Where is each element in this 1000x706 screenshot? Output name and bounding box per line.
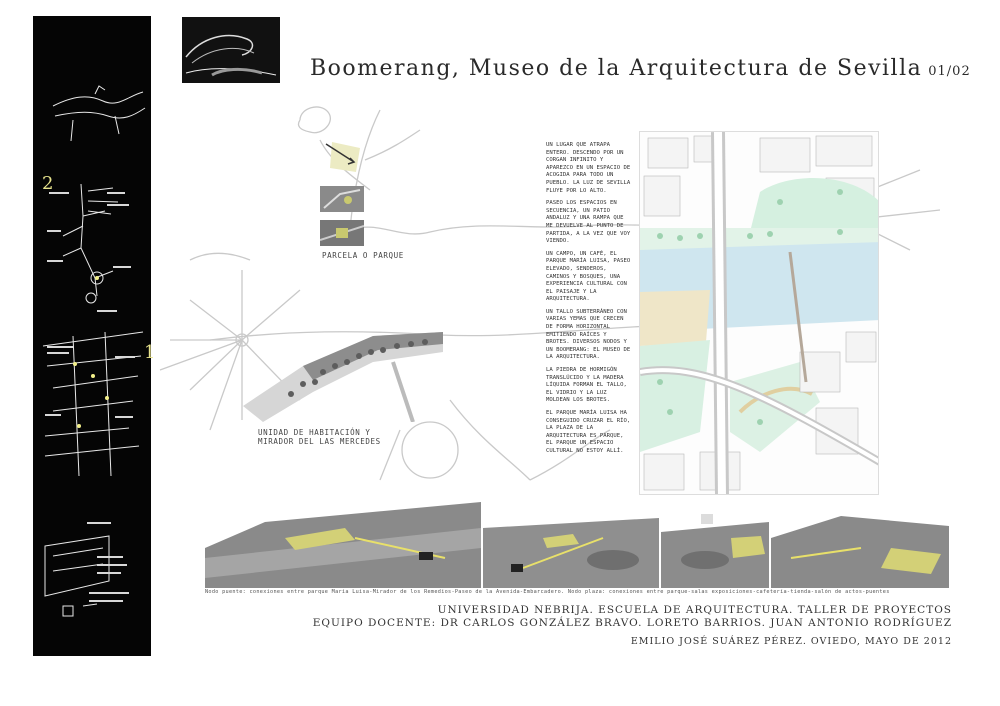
unit-label: UNIDAD DE HABITACIÓN Y MIRADOR DEL LAS MERCEDES [258,428,381,446]
sketches [33,16,151,656]
perspective-render-3 [661,498,769,588]
site-photo-1 [320,186,364,212]
section-number-1: 1 [144,342,156,363]
perspective-render-1 [205,498,481,588]
section-number-2: 2 [42,173,54,194]
author-credit: EMILIO JOSÉ SUÁREZ PÉREZ. OVIEDO, MAYO DE 2012 [630,636,952,647]
description-paragraph: UN LUGAR QUE ATRAPA ENTERO. DESCENDO POR UN CORGAN INFINITO Y APAREZCO EN UN ESPACIO DE ACOGIDA PARA TODO UN PUEBLO. LA LUZ DE SEVILLA FLUYE POR LO ALTO. [546,142,631,194]
description-paragraph: LA PIEDRA DE HORMIGÓN TRANSLÚCIDO Y LA MADERA LÍQUIDA FORMAN EL TALLO, EL VIDRIO Y LA LUZ MOLDEAN LOS BROTES. [546,367,627,404]
concept-sketch-thumbnail [182,17,280,83]
sheet-number: 01/02 [928,64,971,79]
project-description [546,142,632,461]
site-photo-2 [320,220,364,246]
render-caption: Nodo puente: conexiones entre parque María Luisa-Mirador de los Remedios-Paseo de la Avenida-Embarcadero. Nodo plaza: conexiones entre parque-salas exposiciones-cafetería-tienda-salón de actos-puentes [205,589,890,595]
description-paragraph: EL PARQUE MARÍA LUISA HA CONSEGUIDO CRUZAR EL RÍO, LA PLAZA DE LA ARQUITECTURA ES PARQUE, EL PARQUE UN ESPACIO CULTURAL NO ESTOY ALLÍ. [546,410,631,454]
perspective-render-2 [483,498,659,588]
description-paragraph: PASEO LOS ESPACIOS EN SECUENCIA, UN PATIO ANDALUZ Y UNA RAMPA QUE ME DEVUELVE AL PUNTO DE PARTIDA, A LA VEZ QUE VOY VIENDO. [546,200,631,245]
aerial-perspective-drawing [243,332,443,422]
parcel-label: PARCELA O PARQUE [322,251,404,260]
site-plan-map [639,131,879,495]
site-thumbnails [320,138,366,254]
title-text: Boomerang, Museo de la Arquitectura de Sevilla [310,56,923,81]
perspective-render-4 [771,498,949,588]
description-paragraph: UN CAMPO, UN CAFÉ, EL PARQUE MARÍA LUISA, PASEO ELEVADO, SENDEROS, CAMINOS Y BOSQUES, UNA EXPERIENCIA CULTURAL CON EL PAISAJE Y LA ARQUITECTURA. [546,250,631,303]
faculty-credit: EQUIPO DOCENTE: DR CARLOS GONZÁLEZ BRAVO. LORETO BARRIOS. JUAN ANTONIO RODRÍGUEZ [312,617,952,629]
description-paragraph: UN TALLO SUBTERRÁNEO CON VARIAS YEMAS QUE CRECEN DE FORMA HORIZONTAL EMITIENDO RAÍCES Y BROTES. DIVERSOS NODOS Y UN BOOMERANG: EL MUSEO DE LA ARQUITECTURA. [546,308,631,361]
school-credit: UNIVERSIDAD NEBRIJA. ESCUELA DE ARQUITECTURA. TALLER DE PROYECTOS [437,604,952,616]
sketch-sidebar [33,16,156,656]
page-title [310,56,971,81]
north-arrow-icon [320,138,366,182]
